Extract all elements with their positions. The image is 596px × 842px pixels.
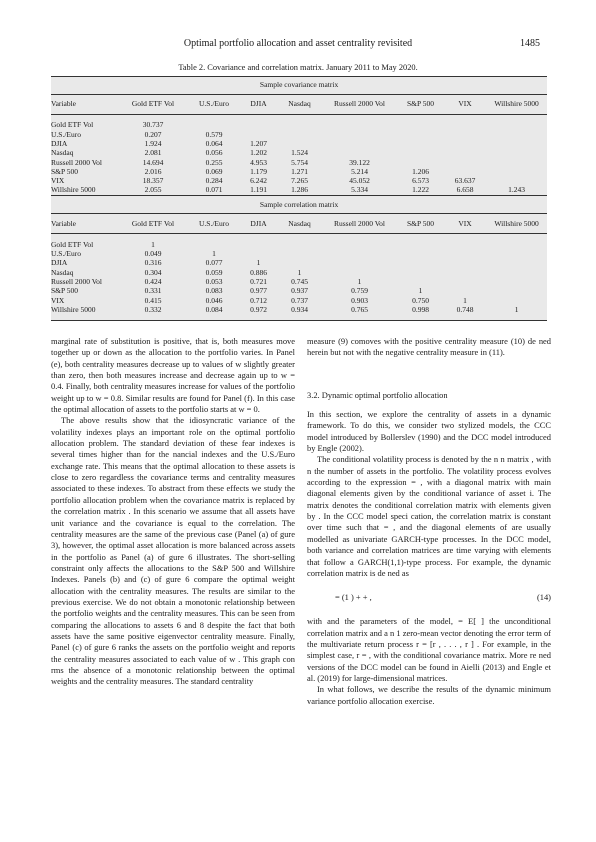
- equation-14: [307, 592, 551, 606]
- table-row: [51, 250, 547, 259]
- table-cell: [486, 259, 547, 268]
- table-cell: 0.069: [188, 167, 240, 176]
- table-cell: 5.214: [322, 167, 397, 176]
- paragraph: measure (9) comoves with the positive centrality measure (10) de ned herein but not with the negative centrality measure in (11).: [307, 336, 551, 358]
- table-cell: 0.284: [188, 177, 240, 186]
- table-cell: [277, 240, 322, 249]
- table-row: [51, 259, 547, 268]
- table-section-title-row: [51, 196, 547, 214]
- table-cell: 1.524: [277, 149, 322, 158]
- table-cell: 0.977: [240, 287, 277, 296]
- table-cell: [322, 250, 397, 259]
- column-header: VIX: [444, 95, 486, 115]
- table-cell: [397, 268, 444, 277]
- paragraph: marginal rate of substitution is positive, that is, both measures move together up or down as the allocation to the portfolio varies. In Panel (e), both centrality measures decrease up to values of w slightly greater than zero, then both measures increase and decrease again up to w = 0.4. Finally, both centrality measures increase for values of the portfolio weight up to w = 0.8. Similar results are found for Panel (f). In this case the optimal allocation of assets to the portfolio starts at w = 0.: [51, 336, 295, 415]
- table-cell: 1.191: [240, 186, 277, 196]
- table-cell: 0.084: [188, 305, 240, 314]
- row-label: Nasdaq: [51, 268, 118, 277]
- row-label: VIX: [51, 177, 118, 186]
- table-section-title: Sample correlation matrix: [51, 196, 547, 214]
- table-row: [51, 130, 547, 139]
- row-label: Russell 2000 Vol: [51, 158, 118, 167]
- table-cell: 18.357: [118, 177, 188, 186]
- table-cell: 0.579: [188, 130, 240, 139]
- table-cell: [397, 250, 444, 259]
- table-cell: 0.049: [118, 250, 188, 259]
- paragraph: The conditional volatility process is denoted by the n n matrix , with n the number of assets in the portfolio. The volatility process evolves according to the expression = , with a diagonal matrix with main diagonal elements given by the conditional variance of asset i. The matrix denotes the conditional correlation matrix with elements given by . In the CCC model speci cation, the correlation matrix is constant over time such that = , and the diagonal elements of are usually modelled as univariate GARCH-type processes. In the DCC model, both variance and correlation matrices are time varying with elements that follow a GARCH(1,1)-type process. For example, the dynamic correlation matrix is de ned as: [307, 454, 551, 578]
- row-label: U.S./Euro: [51, 130, 118, 139]
- table-cell: 0.886: [240, 268, 277, 277]
- table-cell: 1: [397, 287, 444, 296]
- table-cell: [444, 158, 486, 167]
- table-cell: 1.179: [240, 167, 277, 176]
- table-cell: 2.055: [118, 186, 188, 196]
- table-cell: [277, 130, 322, 139]
- table-cell: [486, 140, 547, 149]
- row-label: Gold ETF Vol: [51, 240, 118, 249]
- table-cell: 0.059: [188, 268, 240, 277]
- table-cell: [444, 250, 486, 259]
- row-label: Willshire 5000: [51, 186, 118, 196]
- column-header: Willshire 5000: [486, 95, 547, 115]
- table-cell: [322, 121, 397, 130]
- table-cell: [277, 259, 322, 268]
- table-cell: 1.271: [277, 167, 322, 176]
- table-cell: 0.083: [188, 287, 240, 296]
- column-header: Gold ETF Vol: [118, 95, 188, 115]
- table-section-title-row: [51, 77, 547, 95]
- table-header-row: [51, 214, 547, 234]
- table-cell: 1: [240, 259, 277, 268]
- running-title: Optimal portfolio allocation and asset centrality revisited: [183, 38, 413, 49]
- table-cell: 0.056: [188, 149, 240, 158]
- row-label: S&P 500: [51, 167, 118, 176]
- table-cell: [444, 149, 486, 158]
- table-cell: 1.207: [240, 140, 277, 149]
- table-row: [51, 287, 547, 296]
- table-cell: [444, 287, 486, 296]
- table-cell: 1.202: [240, 149, 277, 158]
- column-header: DJIA: [240, 95, 277, 115]
- table-cell: [486, 287, 547, 296]
- equation-body: = (1 ) + + ,: [335, 592, 372, 603]
- table-cell: [444, 268, 486, 277]
- paragraph: In what follows, we describe the results of the dynamic minimum variance portfolio allocation exercise.: [307, 684, 551, 706]
- table-cell: 0.937: [277, 287, 322, 296]
- table-cell: 0.934: [277, 305, 322, 314]
- right-text-column: [307, 336, 551, 707]
- row-label: DJIA: [51, 140, 118, 149]
- table-cell: 7.265: [277, 177, 322, 186]
- table-cell: [397, 240, 444, 249]
- table-cell: 0.759: [322, 287, 397, 296]
- table-cell: 0.332: [118, 305, 188, 314]
- table-cell: 39.122: [322, 158, 397, 167]
- table-cell: 5.334: [322, 186, 397, 196]
- section-heading: 3.2. Dynamic optimal portfolio allocation: [307, 389, 448, 400]
- table-row: [51, 121, 547, 130]
- table-cell: [277, 250, 322, 259]
- table-cell: 0.972: [240, 305, 277, 314]
- table-cell: 0.750: [397, 296, 444, 305]
- table-cell: 5.754: [277, 158, 322, 167]
- table-row: [51, 240, 547, 249]
- table-cell: 1: [188, 250, 240, 259]
- table-cell: 0.415: [118, 296, 188, 305]
- table-cell: [444, 240, 486, 249]
- row-label: Gold ETF Vol: [51, 121, 118, 130]
- table-cell: 2.016: [118, 167, 188, 176]
- left-text-column: [51, 336, 295, 688]
- table-cell: [397, 140, 444, 149]
- table-cell: [322, 130, 397, 139]
- paragraph: with and the parameters of the model, = E[ ] the unconditional correlation matrix and a n 1 zero-mean vector denoting the error term of the multivariate return process r = [r , . . . , r ] . For example, in the simplest case, r = , with the conditional covariance matrix. More re ned versions of the DCC model can be found in Aielli (2013) and Engle et al. (2019) for large-dimensional matrices.: [307, 616, 551, 683]
- table-cell: 0.424: [118, 278, 188, 287]
- column-header: Variable: [51, 214, 118, 234]
- table-cell: 0.331: [118, 287, 188, 296]
- table-cell: [486, 278, 547, 287]
- table-cell: 2.081: [118, 149, 188, 158]
- table-cell: 0.255: [188, 158, 240, 167]
- table-cell: 1: [486, 305, 547, 314]
- covariance-correlation-table: [51, 76, 547, 321]
- equation-number: (14): [536, 592, 551, 603]
- table-cell: [486, 121, 547, 130]
- table-cell: 6.573: [397, 177, 444, 186]
- column-header: Russell 2000 Vol: [322, 214, 397, 234]
- table-row: [51, 149, 547, 158]
- table-cell: 0.071: [188, 186, 240, 196]
- column-header: Nasdaq: [277, 95, 322, 115]
- table-cell: [188, 121, 240, 130]
- row-label: VIX: [51, 296, 118, 305]
- table-cell: 0.316: [118, 259, 188, 268]
- page-number: 1485: [520, 38, 540, 49]
- column-header: DJIA: [240, 214, 277, 234]
- row-label: DJIA: [51, 259, 118, 268]
- column-header: Willshire 5000: [486, 214, 547, 234]
- column-header: U.S./Euro: [188, 95, 240, 115]
- table-cell: 6.242: [240, 177, 277, 186]
- running-head: [0, 38, 596, 52]
- table-cell: 1: [444, 296, 486, 305]
- column-header: Gold ETF Vol: [118, 214, 188, 234]
- column-header: Nasdaq: [277, 214, 322, 234]
- table-cell: [486, 268, 547, 277]
- row-label: Willshire 5000: [51, 305, 118, 314]
- column-header: Variable: [51, 95, 118, 115]
- column-header: S&P 500: [397, 214, 444, 234]
- table-spacer: [51, 315, 547, 321]
- table-cell: [486, 149, 547, 158]
- table-cell: 1: [118, 240, 188, 249]
- table-cell: [397, 130, 444, 139]
- table-row: [51, 305, 547, 314]
- table-cell: 0.046: [188, 296, 240, 305]
- table-cell: [486, 250, 547, 259]
- table-cell: 0.748: [444, 305, 486, 314]
- table-cell: [277, 121, 322, 130]
- table-cell: 1: [277, 268, 322, 277]
- row-label: Nasdaq: [51, 149, 118, 158]
- column-header: VIX: [444, 214, 486, 234]
- table-cell: 1.924: [118, 140, 188, 149]
- table-cell: 63.637: [444, 177, 486, 186]
- paragraph: In this section, we explore the centrality of assets in a dynamic framework. To do this, we consider two stylized models, the CCC model introduced by Bollerslev (1990) and the DCC model introduced by Engle (2002).: [307, 409, 551, 454]
- table-cell: [444, 278, 486, 287]
- table-cell: [444, 130, 486, 139]
- table-cell: 0.207: [118, 130, 188, 139]
- table-cell: [397, 259, 444, 268]
- table-cell: [240, 121, 277, 130]
- table-cell: 1: [322, 278, 397, 287]
- table-section-title: Sample covariance matrix: [51, 77, 547, 95]
- table-cell: 6.658: [444, 186, 486, 196]
- table-cell: 4.953: [240, 158, 277, 167]
- table-cell: [322, 140, 397, 149]
- table-cell: [322, 259, 397, 268]
- table-cell: 0.765: [322, 305, 397, 314]
- row-label: U.S./Euro: [51, 250, 118, 259]
- table-cell: 0.077: [188, 259, 240, 268]
- table-cell: [486, 130, 547, 139]
- table-cell: 0.064: [188, 140, 240, 149]
- table-cell: 0.053: [188, 278, 240, 287]
- table-cell: 30.737: [118, 121, 188, 130]
- table-header-row: [51, 95, 547, 115]
- table-cell: [240, 240, 277, 249]
- table-cell: 0.903: [322, 296, 397, 305]
- column-header: U.S./Euro: [188, 214, 240, 234]
- table-cell: 14.694: [118, 158, 188, 167]
- table-cell: 1.206: [397, 167, 444, 176]
- table-cell: 0.998: [397, 305, 444, 314]
- table-cell: [486, 240, 547, 249]
- table-cell: 0.304: [118, 268, 188, 277]
- table-cell: [397, 149, 444, 158]
- table-cell: [486, 158, 547, 167]
- table-cell: [486, 167, 547, 176]
- table-cell: [322, 240, 397, 249]
- table-cell: [322, 149, 397, 158]
- table-cell: 1.222: [397, 186, 444, 196]
- table-cell: 45.052: [322, 177, 397, 186]
- table-cell: 0.737: [277, 296, 322, 305]
- table-cell: 0.745: [277, 278, 322, 287]
- column-header: Russell 2000 Vol: [322, 95, 397, 115]
- row-label: Russell 2000 Vol: [51, 278, 118, 287]
- table-cell: [444, 259, 486, 268]
- table-row: [51, 186, 547, 196]
- table-caption: Table 2. Covariance and correlation matrix. January 2011 to May 2020.: [178, 63, 418, 72]
- table-cell: 0.721: [240, 278, 277, 287]
- column-header: S&P 500: [397, 95, 444, 115]
- table-cell: 1.243: [486, 186, 547, 196]
- table-cell: 1.286: [277, 186, 322, 196]
- paragraph: The above results show that the idiosyncratic variance of the volatility indexes plays an important role on the optimal portfolio allocation problem. The standard deviation of these fear indexes is several times higher than for the nancial indexes and the U.S./Euro exchange rate. This means that the optimal allocation to these assets is close to zero regardless the covariance terms and centrality measures associated to these indexes. To abstract from these effects we study the portfolio allocation problem when the covariance matrix is replaced by the correlation matrix . In this scenario we assume that all assets have unit variance and the covariance is equal to the correlation. The centrality measures are the same of the previous case (Panel (a) of gure 3), however, the optimal asset allocation is more balanced across assets in the portfolio as Panel (a) of gure 6 illustrates. The short-selling constraint only affects the allocations to the S&P 500 and Willshire Indexes. Panels (b) and (c) of gure 6 compare the optimal weight allocation with the centrality measures. The results are similar to the previous exercise. We do not obtain a monotonic relationship between the portfolio weights and the centrality measures. This can be seen from comparing the allocations to assets 6 and 8 despite the fact that both assets have the same positive eigenvector centrality measure. Finally, Panel (c) of gure 6 ranks the assets on the portfolio weight and reports the centrality measures associated to each value of w . This graph con rms the absence of a monotonic relationship between the optimal weights and the centrality measures. The standard centrality: [51, 415, 295, 687]
- table-cell: [444, 121, 486, 130]
- row-label: S&P 500: [51, 287, 118, 296]
- table-cell: [444, 140, 486, 149]
- table-cell: [397, 121, 444, 130]
- table-cell: 0.712: [240, 296, 277, 305]
